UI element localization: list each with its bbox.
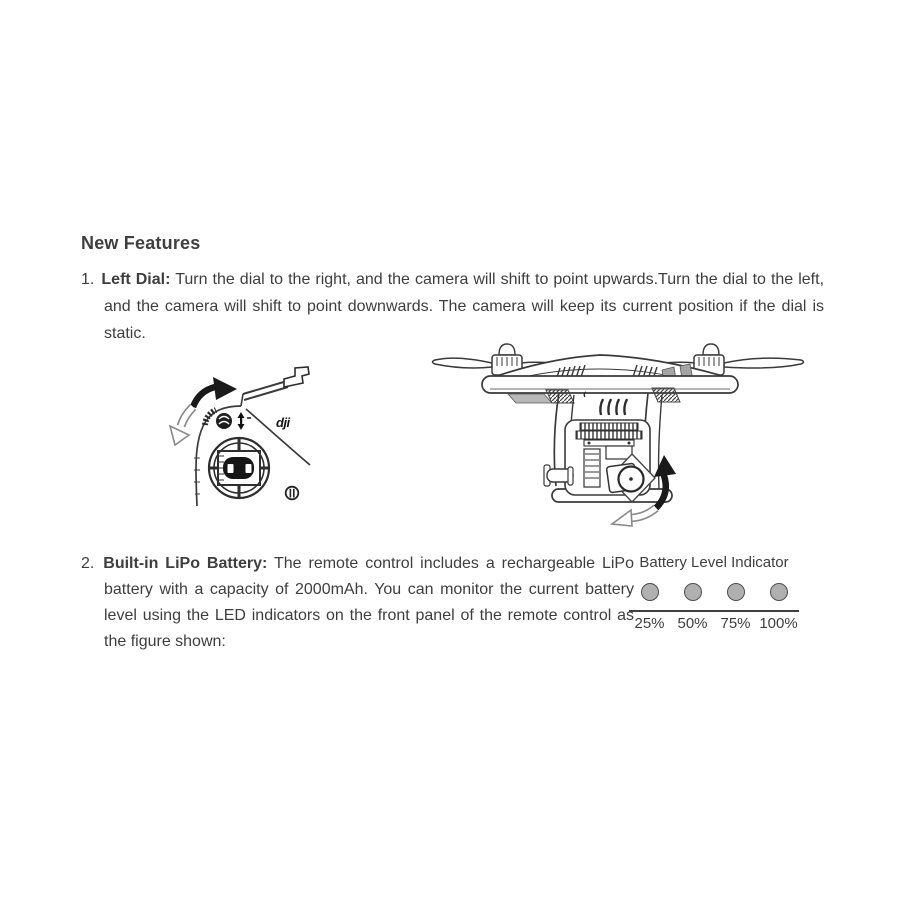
drone-figure <box>428 333 808 528</box>
battery-level-indicator <box>628 554 800 632</box>
feature-2-number: 2. <box>81 555 95 572</box>
feature-2-label: Built-in LiPo Battery: <box>103 555 268 572</box>
feature-1-label: Left Dial: <box>101 271 171 288</box>
rotate-left-arrow-icon <box>170 407 193 445</box>
tilt-up-down-icon <box>238 412 252 430</box>
dji-logo: dji <box>276 415 290 430</box>
rotate-right-arrow-icon <box>193 377 237 407</box>
battery-level-label: 50% <box>677 615 708 632</box>
battery-indicator-title: Battery Level Indicator <box>639 554 789 571</box>
battery-led-dot-100 <box>770 583 788 601</box>
body-vents <box>584 392 627 415</box>
battery-led-dot-50 <box>684 583 702 601</box>
remote-control-figure <box>163 358 313 508</box>
page-title: New Features <box>81 233 201 253</box>
battery-level-label: 75% <box>720 615 751 632</box>
feature-2-paragraph <box>81 551 634 655</box>
speaker-icon <box>216 413 232 429</box>
battery-level-label: 25% <box>634 615 665 632</box>
feature-2-text: The remote control includes a rechargeable LiPo battery with a capacity of 2000mAh. You can monitor the current battery level using the LED indicators on the front panel of the remote control as the figure shown: <box>104 555 634 650</box>
feature-1-text: Turn the dial to the right, and the camera will shift to point upwards.Turn the dial to the left, and the camera will shift to point downwards. The camera will keep its current position if the dial is static. <box>104 271 825 342</box>
battery-level-label: 100% <box>759 615 798 632</box>
front-band <box>482 376 738 393</box>
feature-1-number: 1. <box>81 271 95 288</box>
battery-indicator-divider <box>629 610 799 612</box>
battery-led-dot-25 <box>641 583 659 601</box>
control-stick <box>209 438 269 498</box>
battery-led-dots <box>628 583 800 601</box>
small-button <box>286 487 299 500</box>
battery-level-labels <box>628 615 800 632</box>
compass-module <box>544 465 573 486</box>
arm-shade <box>508 394 552 403</box>
battery-led-dot-75 <box>727 583 745 601</box>
camera-tilt-down-arrow-icon <box>612 508 656 526</box>
antenna <box>241 367 309 406</box>
